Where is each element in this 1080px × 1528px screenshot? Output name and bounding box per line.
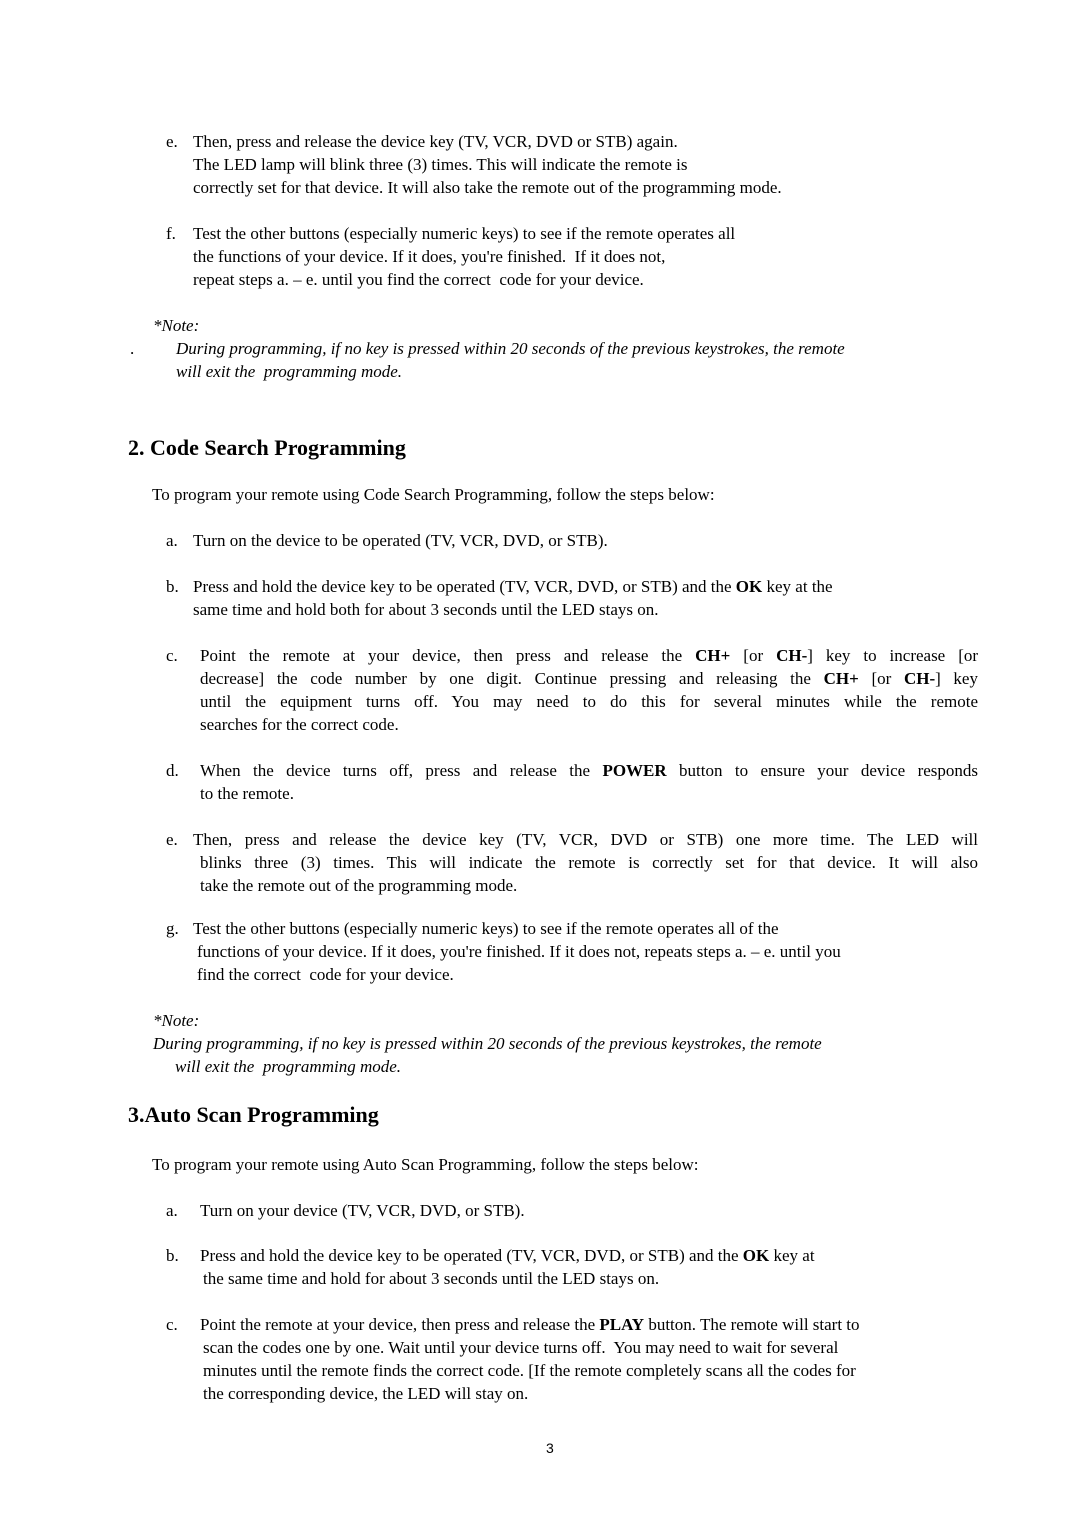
step-text: Test the other buttons (especially numeric keys) to see if the remote operates all — [193, 224, 736, 243]
key-play: PLAY — [599, 1315, 645, 1334]
step-text: take the remote out of the programming mode. — [200, 876, 518, 895]
step-text: until the equipment turns off. You may need to do this for several minutes while the remote — [200, 692, 978, 711]
note-bullet: . — [130, 339, 135, 358]
step-text: the functions of your device. If it does, you're finished. If it does not, — [193, 247, 666, 266]
key-power: POWER — [602, 761, 667, 780]
key-ok: OK — [742, 1246, 770, 1265]
section-intro: To program your remote using Code Search Programming, follow the steps below: — [152, 485, 715, 504]
note-text: will exit the programming mode. — [175, 1057, 402, 1076]
step-text: Point the remote at your device, then press and release the CH+ [or CH-] key to increase [or — [200, 646, 979, 665]
note-text: During programming, if no key is pressed within 20 seconds of the previous keystrokes, the remote — [176, 339, 845, 358]
step-text: the same time and hold for about 3 seconds until the LED stays on. — [203, 1269, 660, 1288]
step-marker: e. — [166, 830, 178, 849]
step-text: find the correct code for your device. — [197, 965, 454, 984]
step-text: Turn on the device to be operated (TV, VCR, DVD, or STB). — [193, 531, 608, 550]
step-text: repeat steps a. – e. until you find the correct code for your device. — [193, 270, 644, 289]
note-label: *Note: — [153, 1011, 200, 1030]
step-text: Point the remote at your device, then press and release the PLAY button. The remote will start to — [200, 1315, 860, 1334]
step-text: blinks three (3) times. This will indicate the remote is correctly set for that device. It will also — [200, 853, 978, 872]
note-text: will exit the programming mode. — [176, 362, 403, 381]
step-marker: a. — [166, 1201, 178, 1220]
step-text: Then, press and release the device key (TV, VCR, DVD or STB) again. — [193, 132, 678, 151]
step-text: searches for the correct code. — [200, 715, 399, 734]
step-text: The LED lamp will blink three (3) times. This will indicate the remote is — [193, 155, 688, 174]
step-marker: a. — [166, 531, 178, 550]
step-text: Turn on your device (TV, VCR, DVD, or STB). — [200, 1201, 525, 1220]
step-text: Test the other buttons (especially numeric keys) to see if the remote operates all of the — [193, 919, 779, 938]
step-text: correctly set for that device. It will also take the remote out of the programming mode. — [193, 178, 782, 197]
step-text: Press and hold the device key to be operated (TV, VCR, DVD, or STB) and the OK key at — [200, 1246, 815, 1265]
page-number: 3 — [546, 1440, 554, 1456]
step-text: decrease] the code number by one digit. Continue pressing and releasing the CH+ [or CH-] key — [200, 669, 978, 688]
step-text: Then, press and release the device key (TV, VCR, DVD or STB) one more time. The LED will — [193, 830, 978, 849]
step-text: same time and hold both for about 3 seconds until the LED stays on. — [193, 600, 659, 619]
step-text: functions of your device. If it does, you're finished. If it does not, repeats steps a. – e. until you — [197, 942, 841, 961]
step-marker: f. — [166, 224, 176, 243]
step-text: Press and hold the device key to be operated (TV, VCR, DVD, or STB) and the OK key at the — [193, 577, 833, 596]
step-text: to the remote. — [200, 784, 294, 803]
step-marker: b. — [166, 577, 179, 596]
step-marker: c. — [166, 646, 178, 665]
step-marker: c. — [166, 1315, 178, 1334]
step-marker: d. — [166, 761, 179, 780]
step-text: scan the codes one by one. Wait until your device turns off. You may need to wait for several — [203, 1338, 839, 1357]
step-marker: b. — [166, 1246, 179, 1265]
step-text: the corresponding device, the LED will stay on. — [203, 1384, 529, 1403]
note-label: *Note: — [153, 316, 200, 335]
step-text: minutes until the remote finds the correct code. [If the remote completely scans all the codes for — [203, 1361, 856, 1380]
step-marker: e. — [166, 132, 178, 151]
section-heading: 3.Auto Scan Programming — [128, 1102, 379, 1127]
note-text: During programming, if no key is pressed within 20 seconds of the previous keystrokes, the remote — [153, 1034, 822, 1053]
key-ok: OK — [735, 577, 763, 596]
section-intro: To program your remote using Auto Scan Programming, follow the steps below: — [152, 1155, 699, 1174]
section-heading: 2. Code Search Programming — [128, 435, 406, 460]
step-marker: g. — [166, 919, 179, 938]
step-text: When the device turns off, press and release the POWER button to ensure your device responds — [200, 761, 979, 780]
